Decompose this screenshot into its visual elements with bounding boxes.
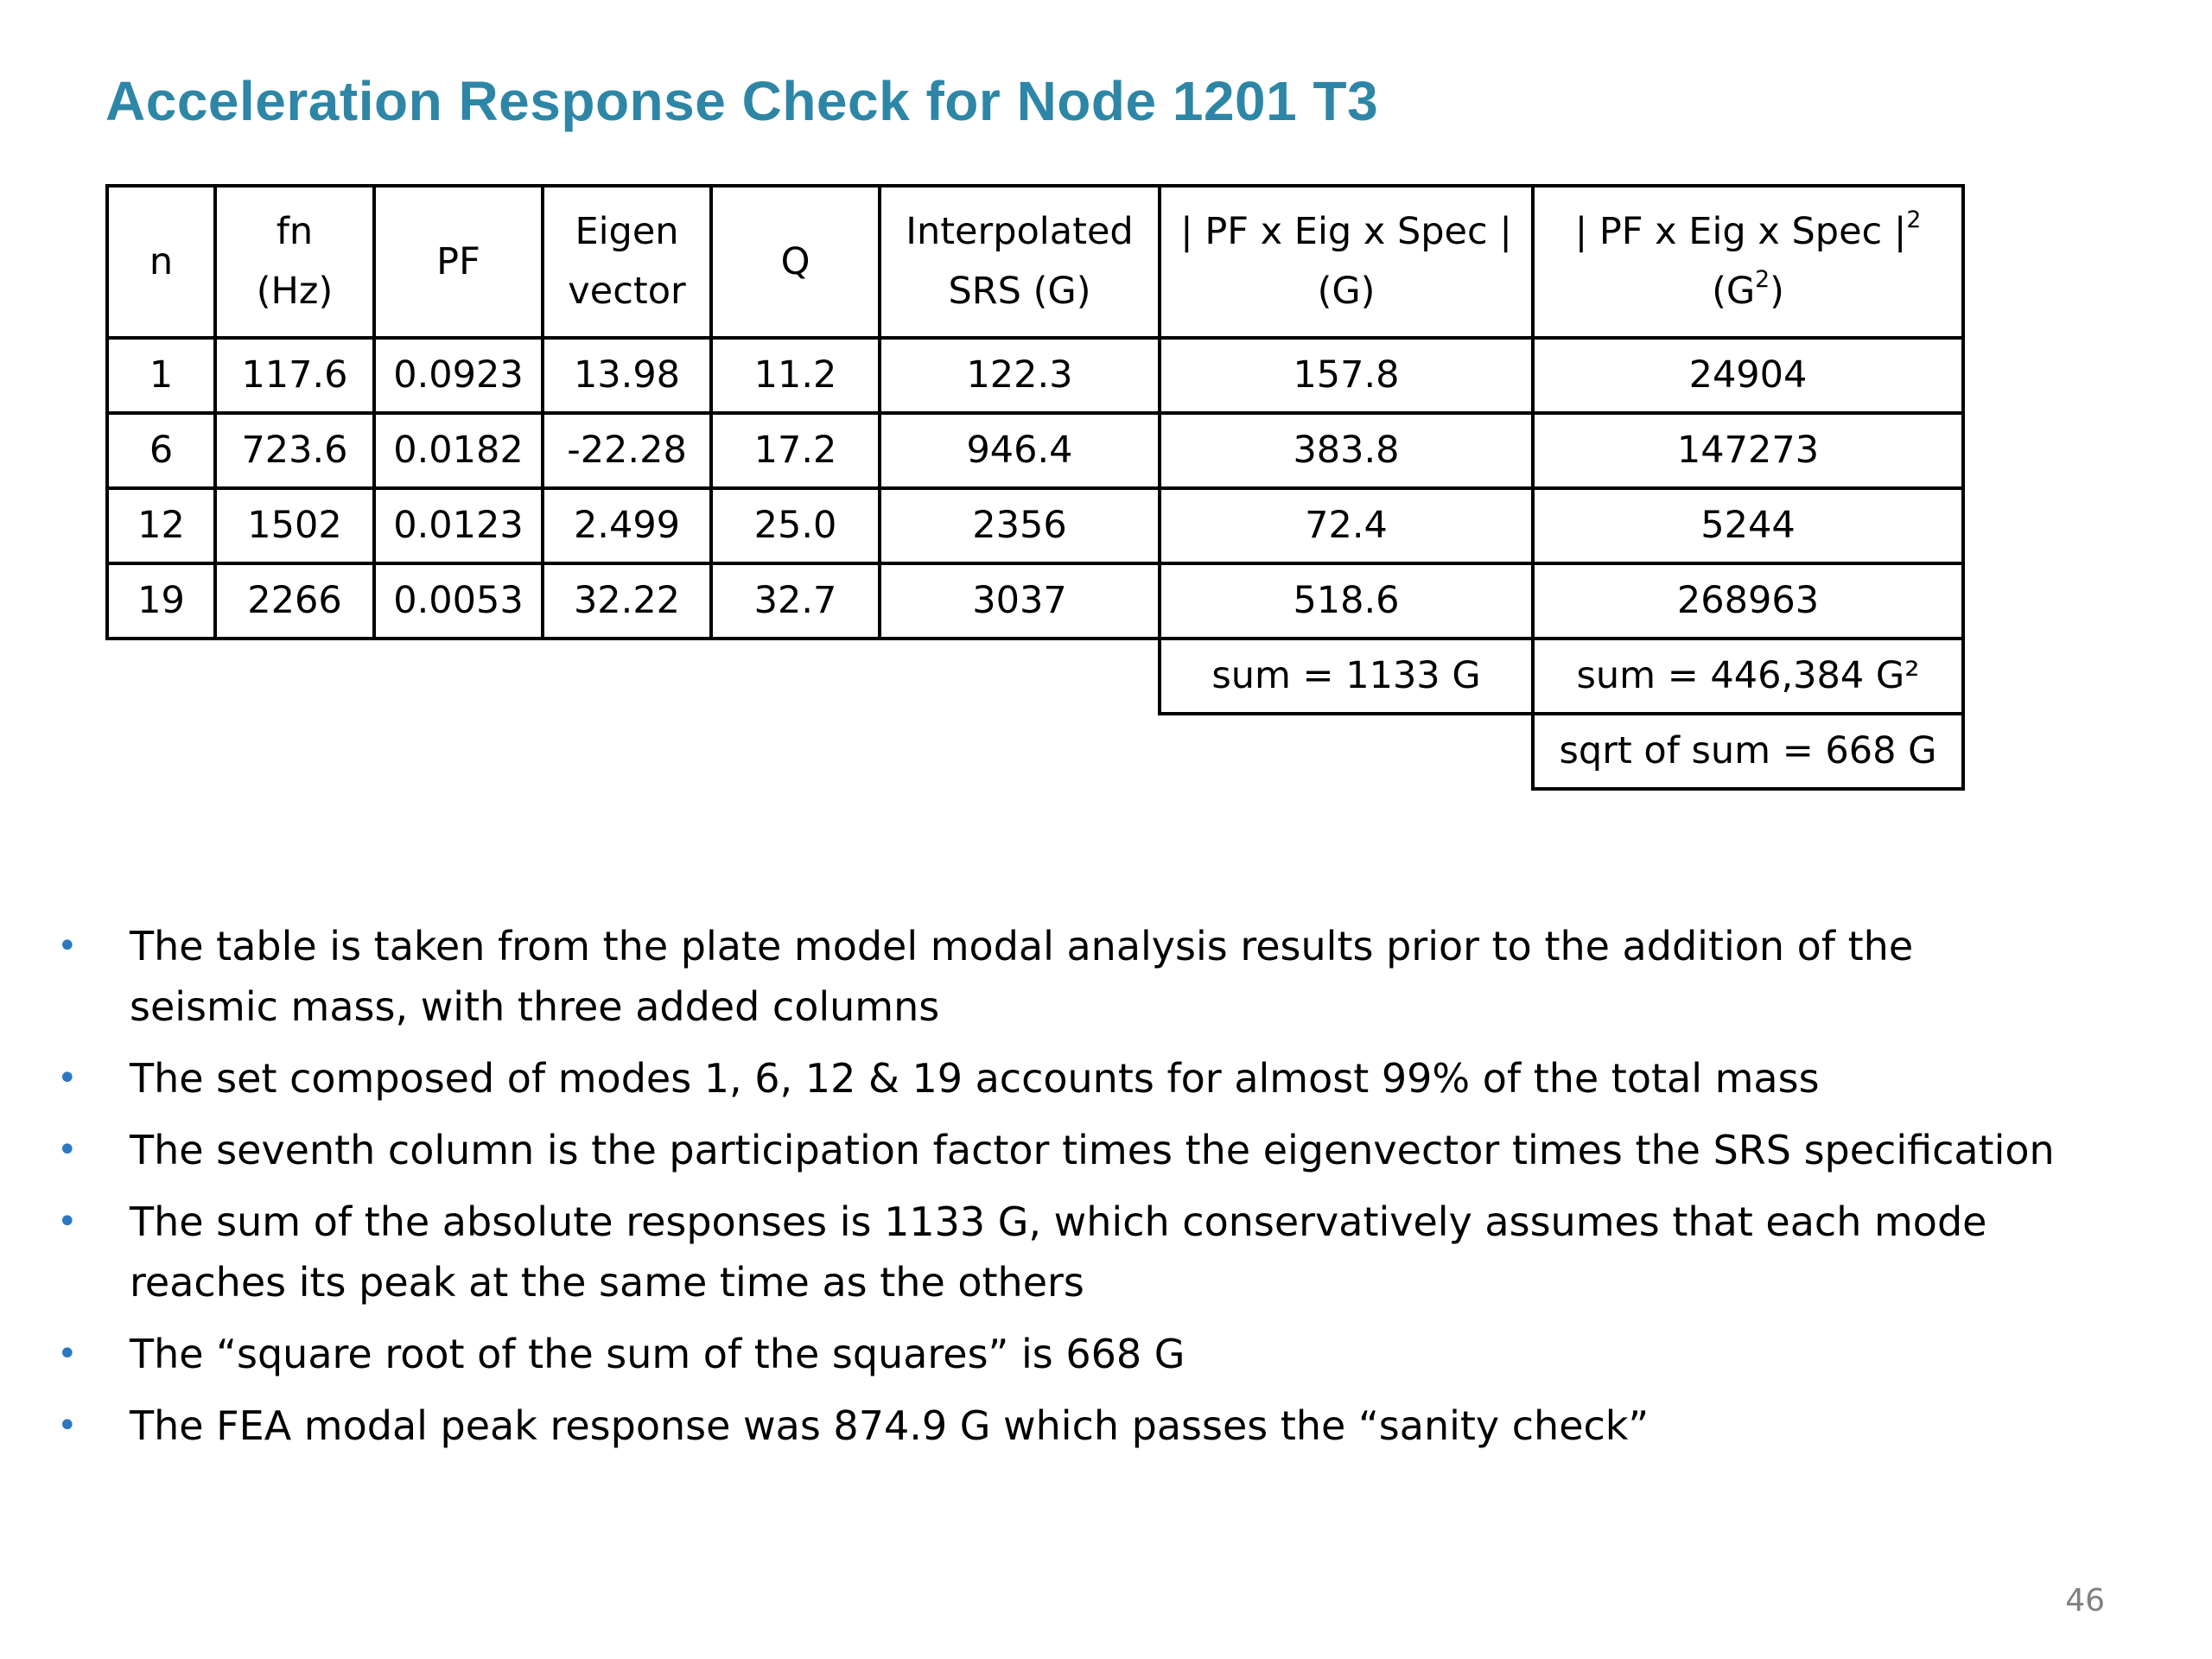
blank-cell (1160, 714, 1533, 789)
cell-srs: 2356 (880, 488, 1160, 563)
cell-fn: 1502 (215, 488, 374, 563)
sum-abs-cell: sum = 1133 G (1160, 639, 1533, 714)
table-row (107, 563, 1963, 639)
slide-title: Acceleration Response Check for Node 1201 T3 (105, 70, 1379, 132)
list-item: • The seventh column is the participation factor times the eigenvector times the SRS specification (52, 1120, 2056, 1180)
table-row (107, 338, 1963, 413)
cell-eigenvector: 2.499 (543, 488, 711, 563)
cell-squared-response: 268963 (1533, 563, 1963, 639)
cell-pf: 0.0923 (374, 338, 543, 413)
cell-q: 11.2 (711, 338, 880, 413)
bullet-icon: • (57, 1406, 78, 1446)
cell-q: 25.0 (711, 488, 880, 563)
cell-squared-response: 24904 (1533, 338, 1963, 413)
cell-pf: 0.0123 (374, 488, 543, 563)
cell-abs-response: 72.4 (1160, 488, 1533, 563)
cell-q: 32.7 (711, 563, 880, 639)
cell-eigenvector: -22.28 (543, 413, 711, 488)
cell-fn: 723.6 (215, 413, 374, 488)
cell-fn: 2266 (215, 563, 374, 639)
sqrt-sum-cell: sqrt of sum = 668 G (1533, 714, 1963, 789)
header-cell-squared-response: | PF x Eig x Spec $|^2$ $(G^2)$ (1533, 186, 1963, 338)
bullet-icon: • (57, 1334, 78, 1374)
cell-srs: 946.4 (880, 413, 1160, 488)
list-item: • The set composed of modes 1, 6, 12 & 19 accounts for almost 99% of the total mass (52, 1048, 2056, 1109)
list-item: • The sum of the absolute responses is 1133 G, which conservatively assumes that each mode reaches its peak at the same time as the others (52, 1192, 2056, 1313)
bullet-icon: • (57, 1130, 78, 1170)
cell-srs: 122.3 (880, 338, 1160, 413)
list-item: • The table is taken from the plate model modal analysis results prior to the addition of the seismic mass, with three added columns (52, 916, 2056, 1037)
cell-abs-response: 157.8 (1160, 338, 1533, 413)
cell-pf: 0.0053 (374, 563, 543, 639)
cell-n: 1 (107, 338, 215, 413)
sqrt-row (107, 714, 1963, 789)
cell-n: 6 (107, 413, 215, 488)
cell-squared-response: 5244 (1533, 488, 1963, 563)
header-cell-fn: fn (Hz) (215, 186, 374, 338)
header-cell-eigenvector: Eigen vector (543, 186, 711, 338)
cell-srs: 3037 (880, 563, 1160, 639)
table-header-row (107, 186, 1963, 338)
blank-cell (107, 639, 880, 714)
header-cell-srs: Interpolated SRS (G) (880, 186, 1160, 338)
blank-cell (107, 714, 1160, 789)
sum-row (107, 639, 1963, 714)
header-cell-pf: PF (374, 186, 543, 338)
list-item: • The FEA modal peak response was 874.9 G which passes the “sanity check” (52, 1395, 2056, 1456)
cell-eigenvector: 32.22 (543, 563, 711, 639)
cell-q: 17.2 (711, 413, 880, 488)
modal-response-table (105, 184, 1965, 791)
list-item: • The “square root of the sum of the squares” is 668 G (52, 1324, 2056, 1384)
cell-fn: 117.6 (215, 338, 374, 413)
bullet-icon: • (57, 1202, 78, 1242)
cell-squared-response: 147273 (1533, 413, 1963, 488)
bullet-icon: • (57, 926, 78, 966)
table-row (107, 413, 1963, 488)
cell-pf: 0.0182 (374, 413, 543, 488)
cell-n: 19 (107, 563, 215, 639)
table-row (107, 488, 1963, 563)
cell-abs-response: 518.6 (1160, 563, 1533, 639)
notes-list (52, 916, 2056, 1467)
bullet-icon: • (57, 1058, 78, 1098)
cell-n: 12 (107, 488, 215, 563)
cell-eigenvector: 13.98 (543, 338, 711, 413)
sum-squares-cell: sum = 446,384 G² (1533, 639, 1963, 714)
page-number: 46 (2065, 1583, 2105, 1618)
blank-cell (880, 639, 1160, 714)
header-cell-q: Q (711, 186, 880, 338)
header-cell-n: n (107, 186, 215, 338)
cell-abs-response: 383.8 (1160, 413, 1533, 488)
header-cell-abs-response: | PF x Eig x Spec | (G) (1160, 186, 1533, 338)
